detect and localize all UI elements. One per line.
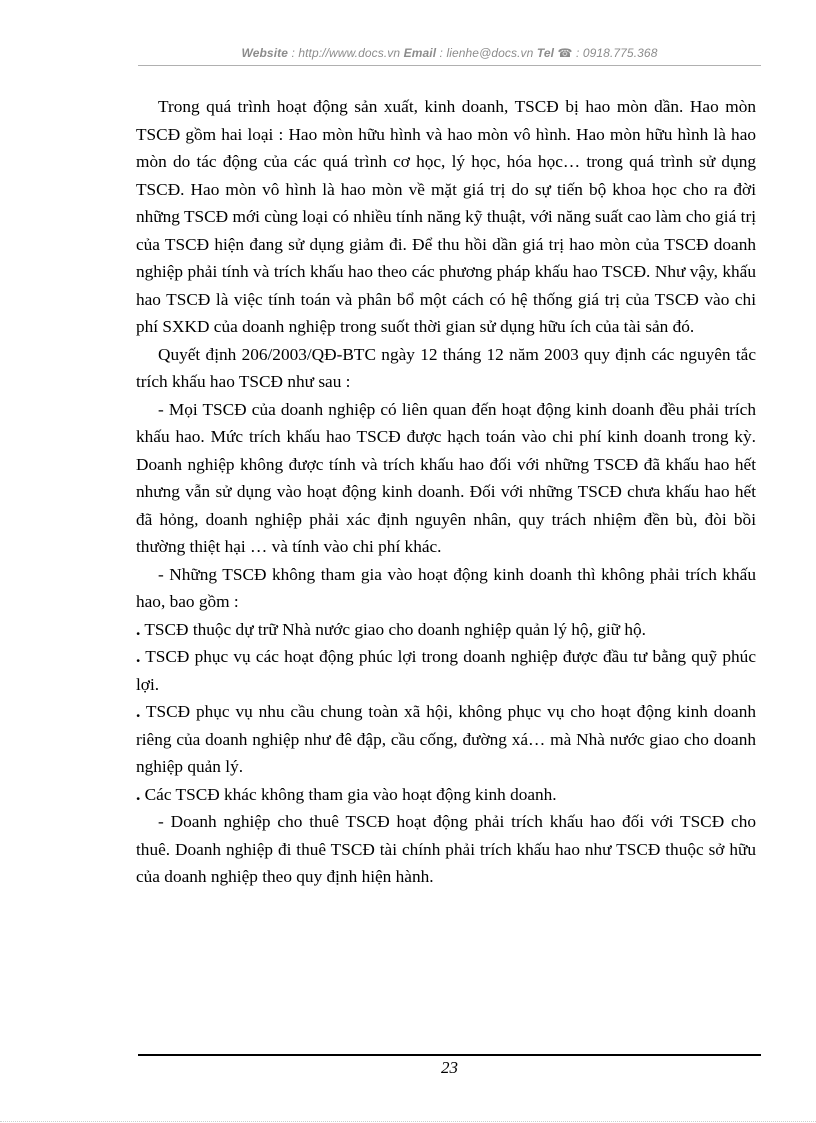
header-divider: [138, 65, 761, 66]
website-label: Website: [241, 46, 289, 60]
tel-separator: :: [572, 46, 583, 60]
tel-number: 0918.775.368: [582, 46, 658, 60]
bullet-text: Các TSCĐ khác không tham gia vào hoạt động kinh doanh.: [144, 784, 557, 804]
email-separator: :: [436, 46, 447, 60]
bullet-marker: .: [136, 647, 141, 666]
footer-divider: [138, 1054, 761, 1056]
bullet-marker: .: [136, 702, 141, 721]
page-header: [138, 46, 761, 60]
document-body: [136, 93, 756, 891]
bullet-marker: .: [136, 619, 141, 639]
bullet-item: [136, 643, 756, 698]
bullet-item: [136, 616, 756, 644]
bullet-marker: .: [136, 784, 141, 804]
tel-label: Tel: [536, 46, 555, 60]
email-label: Email: [403, 46, 437, 60]
paragraph-decision-206: Quyết định 206/2003/QĐ-BTC ngày 12 tháng 12 năm 2003 quy định các nguyên tắc trích khấu hao TSCĐ như sau :: [136, 344, 756, 391]
bullet-item: [136, 698, 756, 781]
bullet-text: TSCĐ thuộc dự trữ Nhà nước giao cho doanh nghiệp quản lý hộ, giữ hộ.: [144, 619, 646, 639]
paragraph-leasing-rule: - Doanh nghiệp cho thuê TSCĐ hoạt động phải trích khấu hao đối với TSCĐ cho thuê. Doanh nghiệp đi thuê TSCĐ tài chính phải trích khấu hao như TSCĐ thuộc sở hữu của doanh nghiệp theo quy định hiện hành.: [136, 812, 756, 886]
email-address: lienhe@docs.vn: [446, 46, 534, 60]
bullet-text: TSCĐ phục vụ nhu cầu chung toàn xã hội, không phục vụ cho hoạt động kinh doanh riêng của doanh nghiệp như đê đập, cầu cống, đường xá… mà Nhà nước giao cho doanh nghiệp quản lý.: [136, 702, 756, 776]
website-url: http://www.docs.vn: [298, 46, 401, 60]
page-bottom-border: [0, 1121, 816, 1122]
website-separator: :: [288, 46, 299, 60]
paragraph-depreciation-intro: Trong quá trình hoạt động sản xuất, kinh doanh, TSCĐ bị hao mòn dần. Hao mòn TSCĐ gồm hai loại : Hao mòn hữu hình và hao mòn vô hình. Hao mòn hữu hình là hao mòn do tác động của các quá trình cơ học, lý học, hóa học… trong quá trình sử dụng TSCĐ. Hao mòn vô hình là hao mòn về mặt giá trị do sự tiến bộ khoa học cho ra đời những TSCĐ mới cùng loại có nhiều tính năng kỹ thuật, với năng suất cao làm cho giá trị của TSCĐ hiện đang sử dụng giảm đi. Để thu hồi dần giá trị hao mòn của TSCĐ doanh nghiệp phải tính và trích khấu hao theo các phương pháp khấu hao TSCĐ. Như vậy, khấu hao TSCĐ là việc tính toán và phân bổ một cách có hệ thống giá trị của TSCĐ vào chi phí SXKD của doanh nghiệp trong suốt thời gian sử dụng hữu ích của tài sản đó.: [136, 97, 756, 336]
paragraph-rule-all-assets: - Mọi TSCĐ của doanh nghiệp có liên quan đến hoạt động kinh doanh đều phải trích khấu hao. Mức trích khấu hao TSCĐ được hạch toán vào chi phí kinh doanh trong kỳ. Doanh nghiệp không được tính và trích khấu hao đối với những TSCĐ đã khấu hao hết nhưng vẫn sử dụng vào hoạt động kinh doanh. Đối với những TSCĐ chưa khấu hao hết đã hỏng, doanh nghiệp phải xác định nguyên nhân, quy trách nhiệm đền bù, đòi bồi thường thiệt hại … và tính vào chi phí khác.: [136, 399, 756, 556]
phone-icon: ☎: [557, 46, 573, 60]
page-number: 23: [441, 1058, 458, 1077]
bullet-item: [136, 781, 756, 809]
paragraph-rule-exempt-assets: - Những TSCĐ không tham gia vào hoạt động kinh doanh thì không phải trích khấu hao, bao gồm :: [136, 564, 756, 611]
bullet-text: TSCĐ phục vụ các hoạt động phúc lợi trong doanh nghiệp được đầu tư bằng quỹ phúc lợi.: [136, 647, 756, 694]
